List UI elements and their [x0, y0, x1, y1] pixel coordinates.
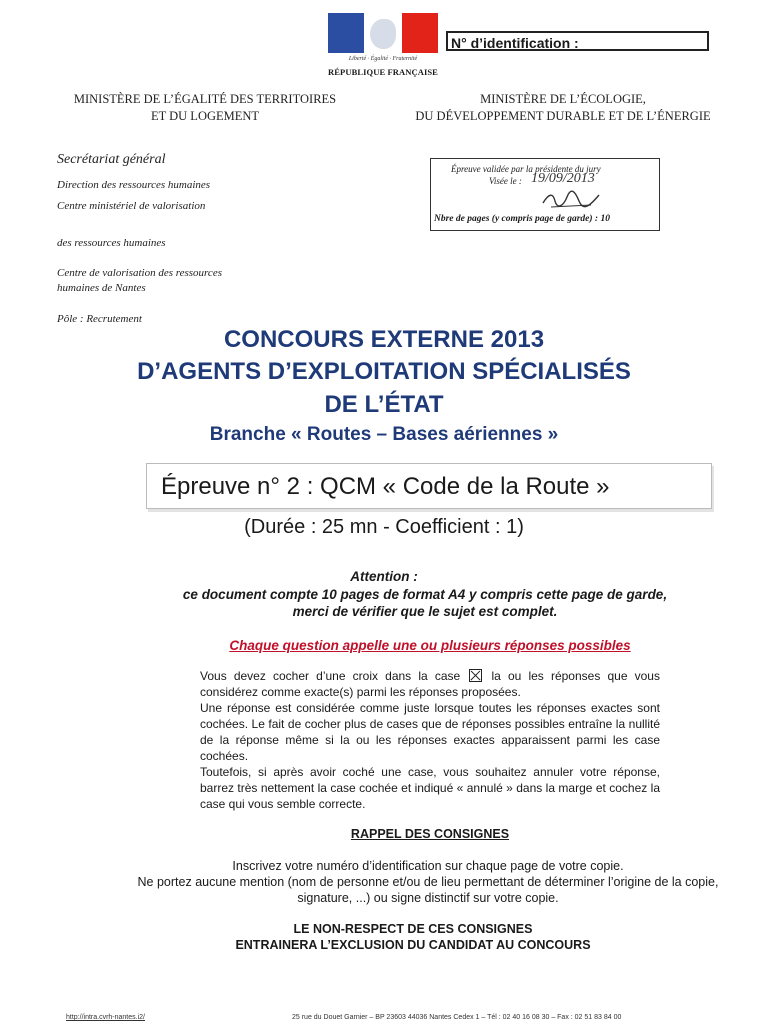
title-concours: CONCOURS EXTERNE 2013	[223, 326, 545, 353]
logo-motto: Liberté · Égalité · Fraternité	[348, 56, 418, 62]
attention-heading: Attention :	[350, 569, 418, 584]
checked-box-icon	[469, 669, 482, 682]
instruction-paragraph-1: Vous devez cocher d’une croix dans la case la ou les réponses que vous considérez comme exacte(s) parmi les réponses proposées.	[200, 669, 660, 699]
ministry-left: MINISTÈRE DE L’ÉGALITÉ DES TERRITOIRES ET DU LOGEMENT	[73, 92, 337, 123]
identification-label: N° d’identification :	[451, 35, 579, 51]
logo-republic: RÉPUBLIQUE FRANÇAISE	[328, 67, 438, 77]
secretariat-general: Secrétariat général	[57, 152, 166, 167]
marianne-logo	[328, 13, 438, 83]
jury-stamp	[430, 158, 660, 231]
pole-recrutement: Pôle : Recrutement	[57, 313, 142, 325]
identification-field[interactable]	[583, 37, 693, 50]
instruction-paragraph-3: Toutefois, si après avoir coché une case, vous souhaitez annuler votre réponse, barrez très nettement la case cochée et indiqué « annulé » dans la marge et cochez la case qui vous semble correcte.	[200, 765, 660, 811]
title-etat: DE L’ÉTAT	[324, 391, 444, 418]
ressources-humaines-line: des ressources humaines	[57, 237, 166, 249]
attention-body: ce document compte 10 pages de format A4 y compris cette page de garde, merci de vérifier que le sujet est complet.	[182, 587, 668, 619]
exclusion-warning: LE NON-RESPECT DE CES CONSIGNES ENTRAINERA L’EXCLUSION DU CANDIDAT AU CONCOURS	[235, 922, 591, 952]
consignes-text: Inscrivez votre numéro d’identification sur chaque page de votre copie. Ne portez aucune mention (nom de personne et/ou de lieu permettant de déterminer l’origine de la copie, signature, ...) ou signe distinctif sur votre copie.	[137, 859, 719, 905]
centre-valorisation-line: Centre de valorisation des ressources humaines de Nantes	[57, 267, 222, 294]
instructions-text	[200, 668, 660, 812]
tricolor-flag-icon	[328, 13, 438, 53]
stamp-date: 19/09/2013	[531, 171, 595, 186]
direction-line: Direction des ressources humaines	[57, 179, 211, 191]
multi-answer-notice: Chaque question appelle une ou plusieurs réponses possibles	[229, 638, 631, 653]
title-agents: D’AGENTS D’EXPLOITATION SPÉCIALISÉS	[137, 358, 631, 385]
signature-icon	[541, 189, 601, 211]
epreuve-box: Épreuve n° 2 : QCM « Code de la Route »	[146, 463, 712, 509]
title-branch: Branche « Routes – Bases aériennes »	[209, 424, 559, 445]
footer-url[interactable]: http://intra.cvrh-nantes.i2/	[66, 1014, 145, 1021]
stamp-visa: Visée le :	[489, 176, 522, 186]
ministry-right: MINISTÈRE DE L’ÉCOLOGIE, DU DÉVELOPPEMENT DURABLE ET DE L’ÉNERGIE	[415, 92, 711, 123]
centre-ministeriel-line: Centre ministériel de valorisation	[57, 200, 206, 212]
instruction-paragraph-2: Une réponse est considérée comme juste lorsque toutes les réponses exactes sont cochées. Le fait de cocher plus de cases que de réponses possibles entraîne la nullité de la réponse même si la ou les réponses exactes apparaissent parmi les case cochées.	[200, 701, 660, 763]
rappel-title: RAPPEL DES CONSIGNES	[350, 827, 510, 841]
footer-address: 25 rue du Douet Garnier – BP 23603 44036 Nantes Cedex 1 – Tél : 02 40 16 08 30 – Fax : 02 51 83 84 00	[292, 1014, 622, 1021]
duree-line: (Durée : 25 mn - Coefficient : 1)	[244, 516, 524, 538]
stamp-pages: Nbre de pages (y compris page de garde) : 10	[434, 214, 610, 224]
stamp-validated: Épreuve validée par la présidente du jury	[451, 164, 601, 174]
identification-box[interactable]	[446, 31, 709, 51]
